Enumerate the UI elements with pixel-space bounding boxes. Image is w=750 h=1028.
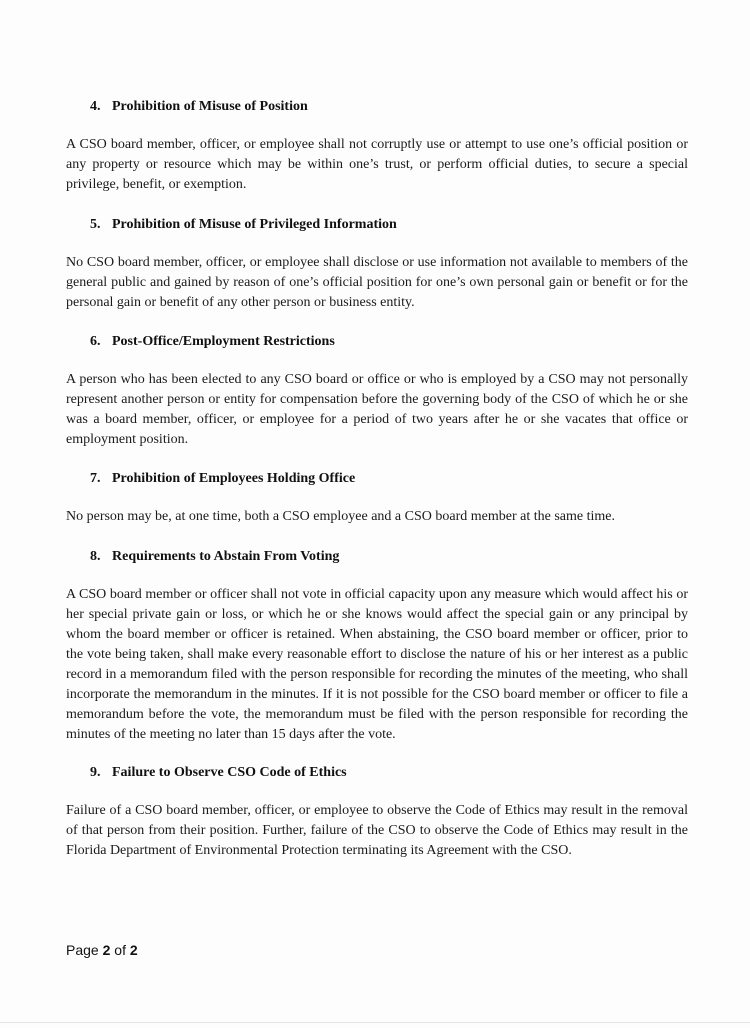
section-8 xyxy=(66,547,688,745)
section-body: A person who has been elected to any CSO board or office or who is employed by a CSO may not personally represent another person or entity for compensation before the governing body of the CSO of which he or she was a board member, officer, or employee for a period of two years after he or she vacates that office or employment position. xyxy=(66,372,688,447)
page-footer xyxy=(66,940,138,960)
section-7 xyxy=(66,469,688,527)
section-title: Prohibition of Employees Holding Office xyxy=(112,471,356,486)
section-number: 7. xyxy=(90,471,101,486)
section-heading xyxy=(66,97,688,117)
section-title: Failure to Observe CSO Code of Ethics xyxy=(112,765,347,780)
section-heading xyxy=(66,469,688,489)
section-heading xyxy=(66,763,688,783)
section-6 xyxy=(66,332,688,450)
section-number: 5. xyxy=(90,217,101,232)
section-heading xyxy=(66,332,688,352)
section-number: 9. xyxy=(90,765,101,780)
section-title: Prohibition of Misuse of Privileged Information xyxy=(112,217,397,232)
section-body: A CSO board member, officer, or employee shall not corruptly use or attempt to use one’s official position or any property or resource which may be within one’s trust, or perform official duties, to secure a special privilege, benefit, or exemption. xyxy=(66,137,688,192)
section-4 xyxy=(66,97,688,195)
section-number: 8. xyxy=(90,549,101,564)
section-body: Failure of a CSO board member, officer, or employee to observe the Code of Ethics may result in the removal of that person from their position. Further, failure of the CSO to observe the Code of Ethics may result in the Florida Department of Environmental Protection terminating its Agreement with the CSO. xyxy=(66,803,688,858)
section-number: 4. xyxy=(90,99,101,114)
section-title: Prohibition of Misuse of Position xyxy=(112,99,308,114)
page-current: 2 xyxy=(102,942,111,958)
section-number: 6. xyxy=(90,334,101,349)
section-body: No CSO board member, officer, or employee shall disclose or use information not available to members of the general public and gained by reason of one’s official position for one’s own personal gain or benefit or for the personal gain or benefit of any other person or business entity. xyxy=(66,255,688,310)
section-title: Requirements to Abstain From Voting xyxy=(112,549,340,564)
section-body: A CSO board member or officer shall not vote in official capacity upon any measure which would affect his or her special private gain or loss, or which he or she knows would affect the special gain or any principal by whom the board member or officer is retained. When abstaining, the CSO board member or officer, prior to the vote being taken, shall make every reasonable effort to disclose the nature of his or her interest as a public record in a memorandum filed with the person responsible for recording the minutes of the meeting, who shall incorporate the memorandum in the minutes. If it is not possible for the CSO board member or officer to file a memorandum before the vote, the memorandum must be filed with the person responsible for recording the minutes of the meeting no later than 15 days after the vote. xyxy=(66,587,688,742)
page-edge-divider xyxy=(0,1022,750,1023)
section-9 xyxy=(66,763,688,861)
section-heading xyxy=(66,547,688,567)
section-title: Post-Office/Employment Restrictions xyxy=(112,334,335,349)
page-label: Page xyxy=(66,942,103,958)
section-5 xyxy=(66,215,688,313)
section-body: No person may be, at one time, both a CSO employee and a CSO board member at the same time. xyxy=(66,509,615,524)
page-total: 2 xyxy=(129,942,138,958)
section-heading xyxy=(66,215,688,235)
page-separator: of xyxy=(110,942,130,958)
